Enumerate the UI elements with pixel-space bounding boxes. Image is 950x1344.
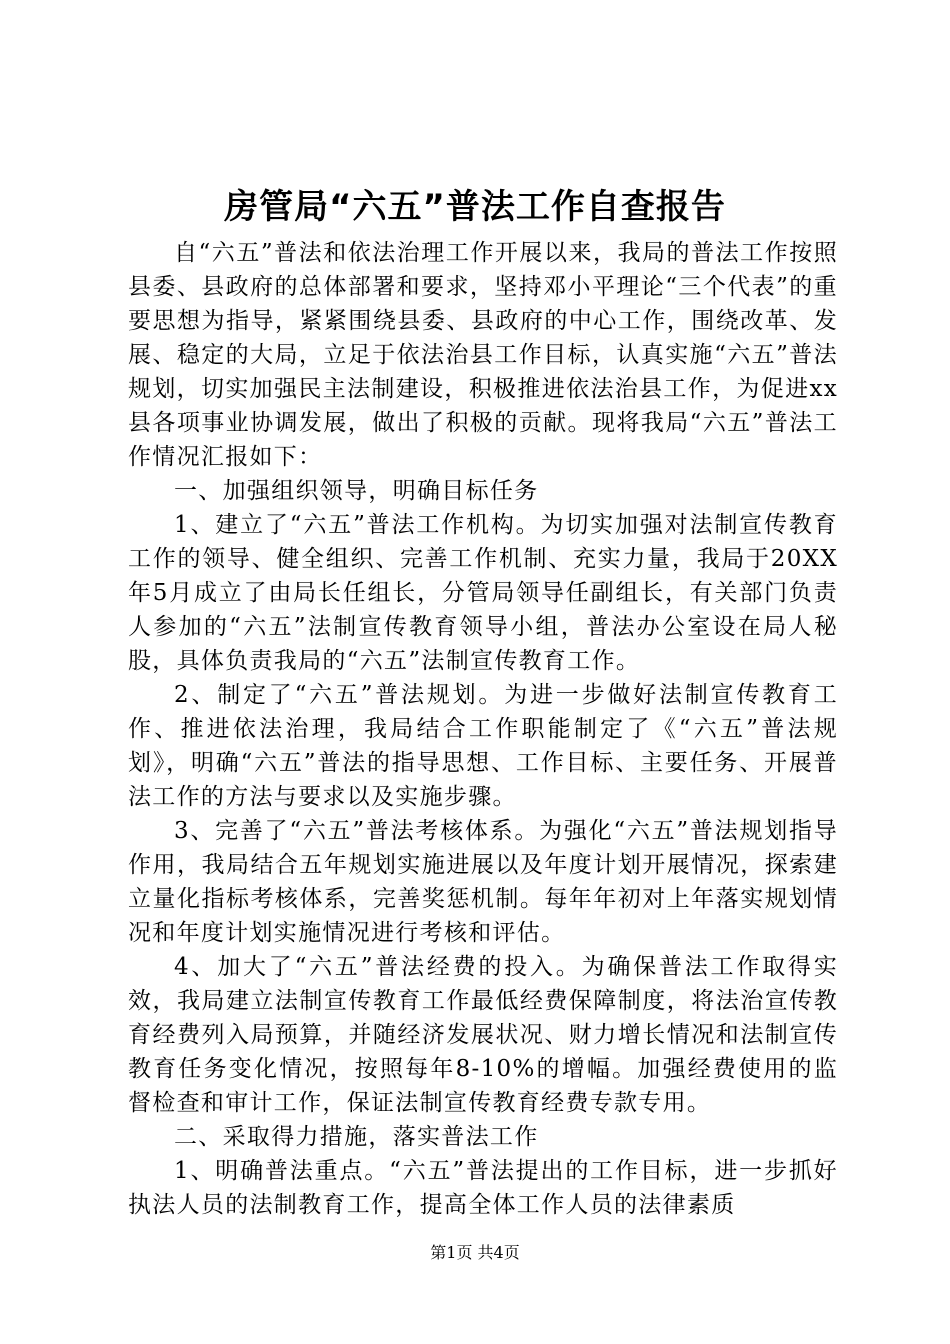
page-footer: 第1页 共4页 <box>430 1243 520 1262</box>
document-title: 房管局“六五”普法工作自查报告 <box>224 187 726 227</box>
paragraph-1-1: 1、建立了“六五”普法工作机构。为切实加强对法制宣传教育工作的领导、健全组织、完善工作机制、充实力量，我局于20XX年5月成立了由局长任组长，分管局领导任副组长，有关部门负责人参加的“六五”法制宣传教育领导小组，普法办公室设在局人秘股，具体负责我局的“六五”法制宣传教育工作。 <box>128 512 838 674</box>
paragraph-1-4: 4、加大了“六五”普法经费的投入。为确保普法工作取得实效，我局建立法制宣传教育工作最低经费保障制度，将法治宣传教育经费列入局预算，并随经济发展状况、财力增长情况和法制宣传教育任务变化情况，按照每年8-10%的增幅。加强经费使用的监督检查和审计工作，保证法制宣传教育经费专款专用。 <box>128 954 838 1116</box>
section-heading-2: 二、采取得力措施，落实普法工作 <box>174 1124 539 1150</box>
intro-paragraph: 自“六五”普法和依法治理工作开展以来，我局的普法工作按照县委、县政府的总体部署和要求，坚持邓小平理论“三个代表”的重要思想为指导，紧紧围绕县委、县政府的中心工作，围绕改革、发展、稳定的大局，立足于依法治县工作目标，认真实施“六五”普法规划，切实加强民主法制建设，积极推进依法治县工作，为促进xx县各项事业协调发展，做出了积极的贡献。现将我局“六五”普法工作情况汇报如下： <box>128 240 838 470</box>
section-heading-1: 一、加强组织领导，明确目标任务 <box>174 478 539 504</box>
paragraph-2-1: 1、明确普法重点。“六五”普法提出的工作目标，进一步抓好执法人员的法制教育工作，提高全体工作人员的法律素质 <box>128 1158 838 1218</box>
paragraph-1-2: 2、制定了“六五”普法规划。为进一步做好法制宣传教育工作、推进依法治理，我局结合工作职能制定了《“六五”普法规划》，明确“六五”普法的指导思想、工作目标、主要任务、开展普法工作的方法与要求以及实施步骤。 <box>128 682 838 810</box>
paragraph-1-3: 3、完善了“六五”普法考核体系。为强化“六五”普法规划指导作用，我局结合五年规划实施进展以及年度计划开展情况，探索建立量化指标考核体系，完善奖惩机制。每年年初对上年落实规划情况和年度计划实施情况进行考核和评估。 <box>128 818 838 946</box>
document-body <box>128 236 838 1222</box>
